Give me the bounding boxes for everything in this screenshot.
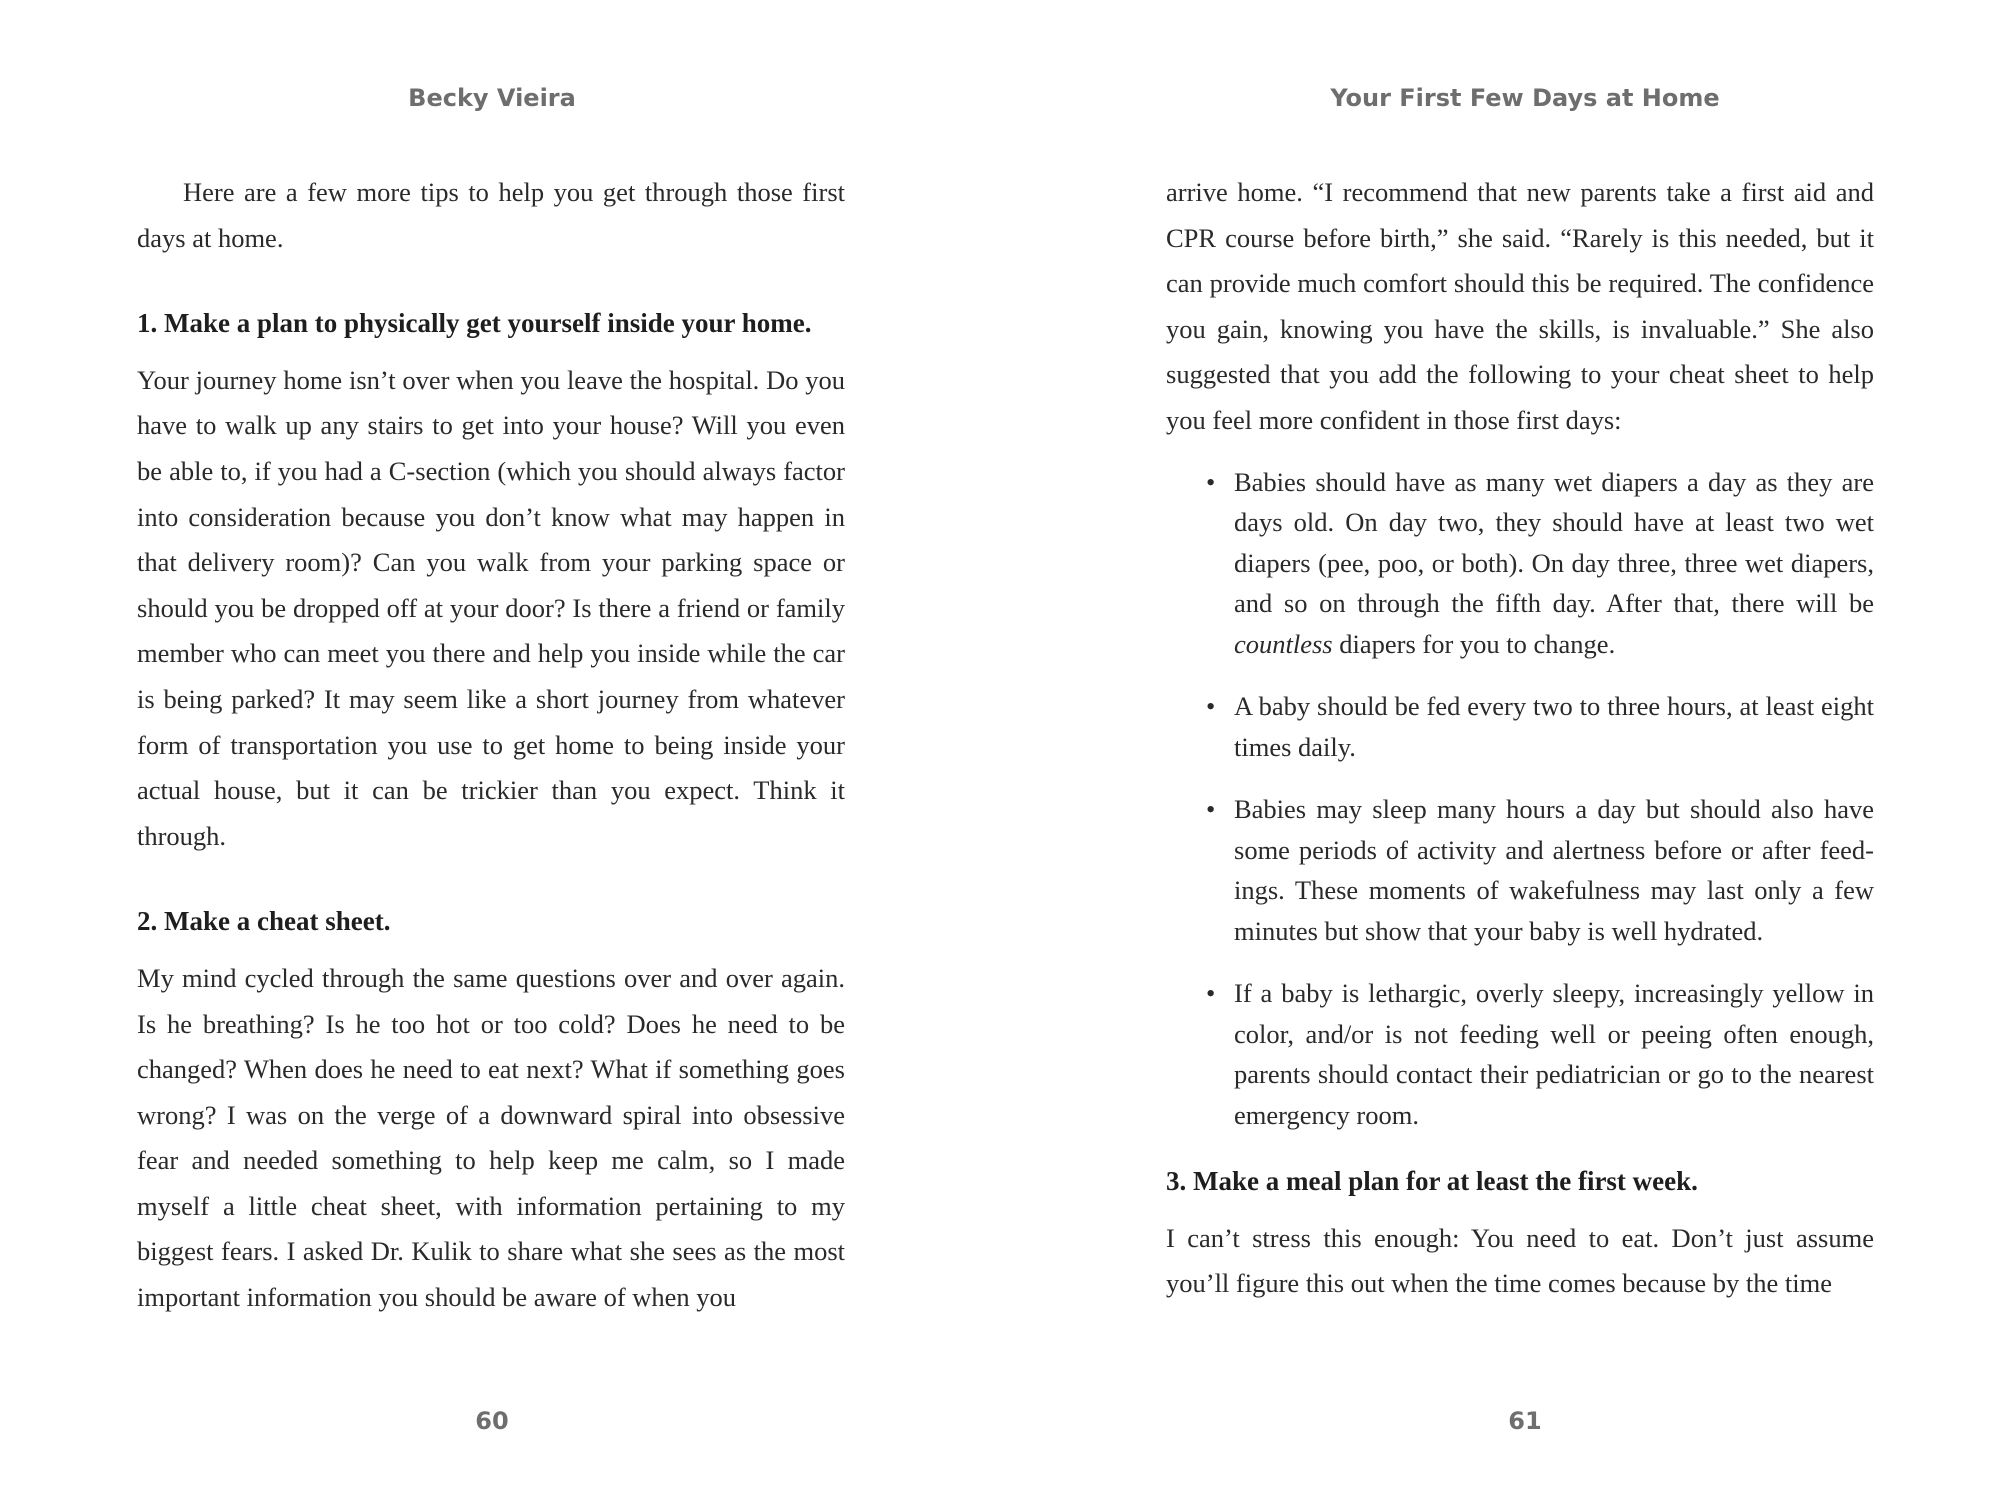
tip3-paragraph: I can’t stress this enough: You need to eat. Don’t just assume you’ll figure this out when the time comes because by the time [1166,1222,1874,1299]
list-item [1206,686,1874,767]
bullet-mark: • [1206,794,1216,825]
bullet1-text-a: Babies should have as many wet diapers a day as they are days old. On day two, they should have at least two wet diapers (pee, poo, or both). On day three, three wet diapers, and so on through the fifth day. After that, there will be [1234,466,1874,619]
right-page-body [1166,170,1874,1307]
bullet-mark: • [1206,691,1216,722]
running-head-chapter: Your First Few Days at Home [1330,84,1720,112]
bullet1-text-b: diapers for you to change. [1332,628,1616,659]
tip2-paragraph: My mind cycled through the same questions over and over again. Is he breathing? Is he too hot or too cold? Does he need to be changed? When does he need to eat next? What if something goes wrong? I was on the verge of a downward spiral into obsessive fear and needed something to help keep me calm, so I made myself a little cheat sheet, with information pertaining to my biggest fears. I asked Dr. Kulik to share what she sees as the most important information you should be aware of when you [137,962,845,1313]
right-page [1000,0,2000,1500]
bullet1-emphasis: countless [1234,628,1333,659]
intro-paragraph: Here are a few more tips to help you get through those first days at home. [137,177,845,253]
tip1-heading: 1. Make a plan to physically get yourself inside your home. [137,308,812,339]
list-item [1206,973,1874,1135]
list-item [1206,789,1874,951]
left-page-body [137,170,845,1321]
page-number-left: 60 [475,1407,509,1435]
bullet3-text: Babies may sleep many hours a day but should also have some periods of activity and alertness before or after feedings. These moments of wakefulness may last only a few minutes but show that your baby is well hydrated. [1234,794,1874,946]
continuation-paragraph: arrive home. “I recommend that new parents take a first aid and CPR course before birth,” she said. “Rarely is this needed, but it can provide much comfort should this be required. The confidence you gain, knowing you have the skills, is invaluable.” She also suggested that you add the following to your cheat sheet to help you feel more confident in those first days: [1166,177,1874,435]
tip3-heading: 3. Make a meal plan for at least the first week. [1166,1166,1698,1197]
bullet-mark: • [1206,978,1216,1009]
running-head-author: Becky Vieira [408,84,576,112]
bullet4-text: If a baby is lethargic, overly sleepy, increasingly yellow in color, and/or is not feeding well or peeing often enough, parents should contact their pediatrician or go to the nearest emergency room. [1234,978,1874,1130]
tip2-heading: 2. Make a cheat sheet. [137,906,391,937]
tip1-paragraph: Your journey home isn’t over when you leave the hospital. Do you have to walk up any stairs to get into your house? Will you even be able to, if you had a C-section (which you should always factor into consideration because you don’t know what may happen in that delivery room)? Can you walk from your parking space or should you be dropped off at your door? Is there a friend or family member who can meet you there and help you inside while the car is being parked? It may seem like a short journey from whatever form of transportation you use to get home to being inside your actual house, but it can be trickier than you expect. Think it through. [137,364,845,851]
bullet2-text: A baby should be fed every two to three hours, at least eight times daily. [1234,691,1874,762]
cheat-sheet-list [1166,462,1874,1136]
list-item [1206,462,1874,665]
bullet-mark: • [1206,466,1216,497]
page-number-right: 61 [1508,1407,1542,1435]
